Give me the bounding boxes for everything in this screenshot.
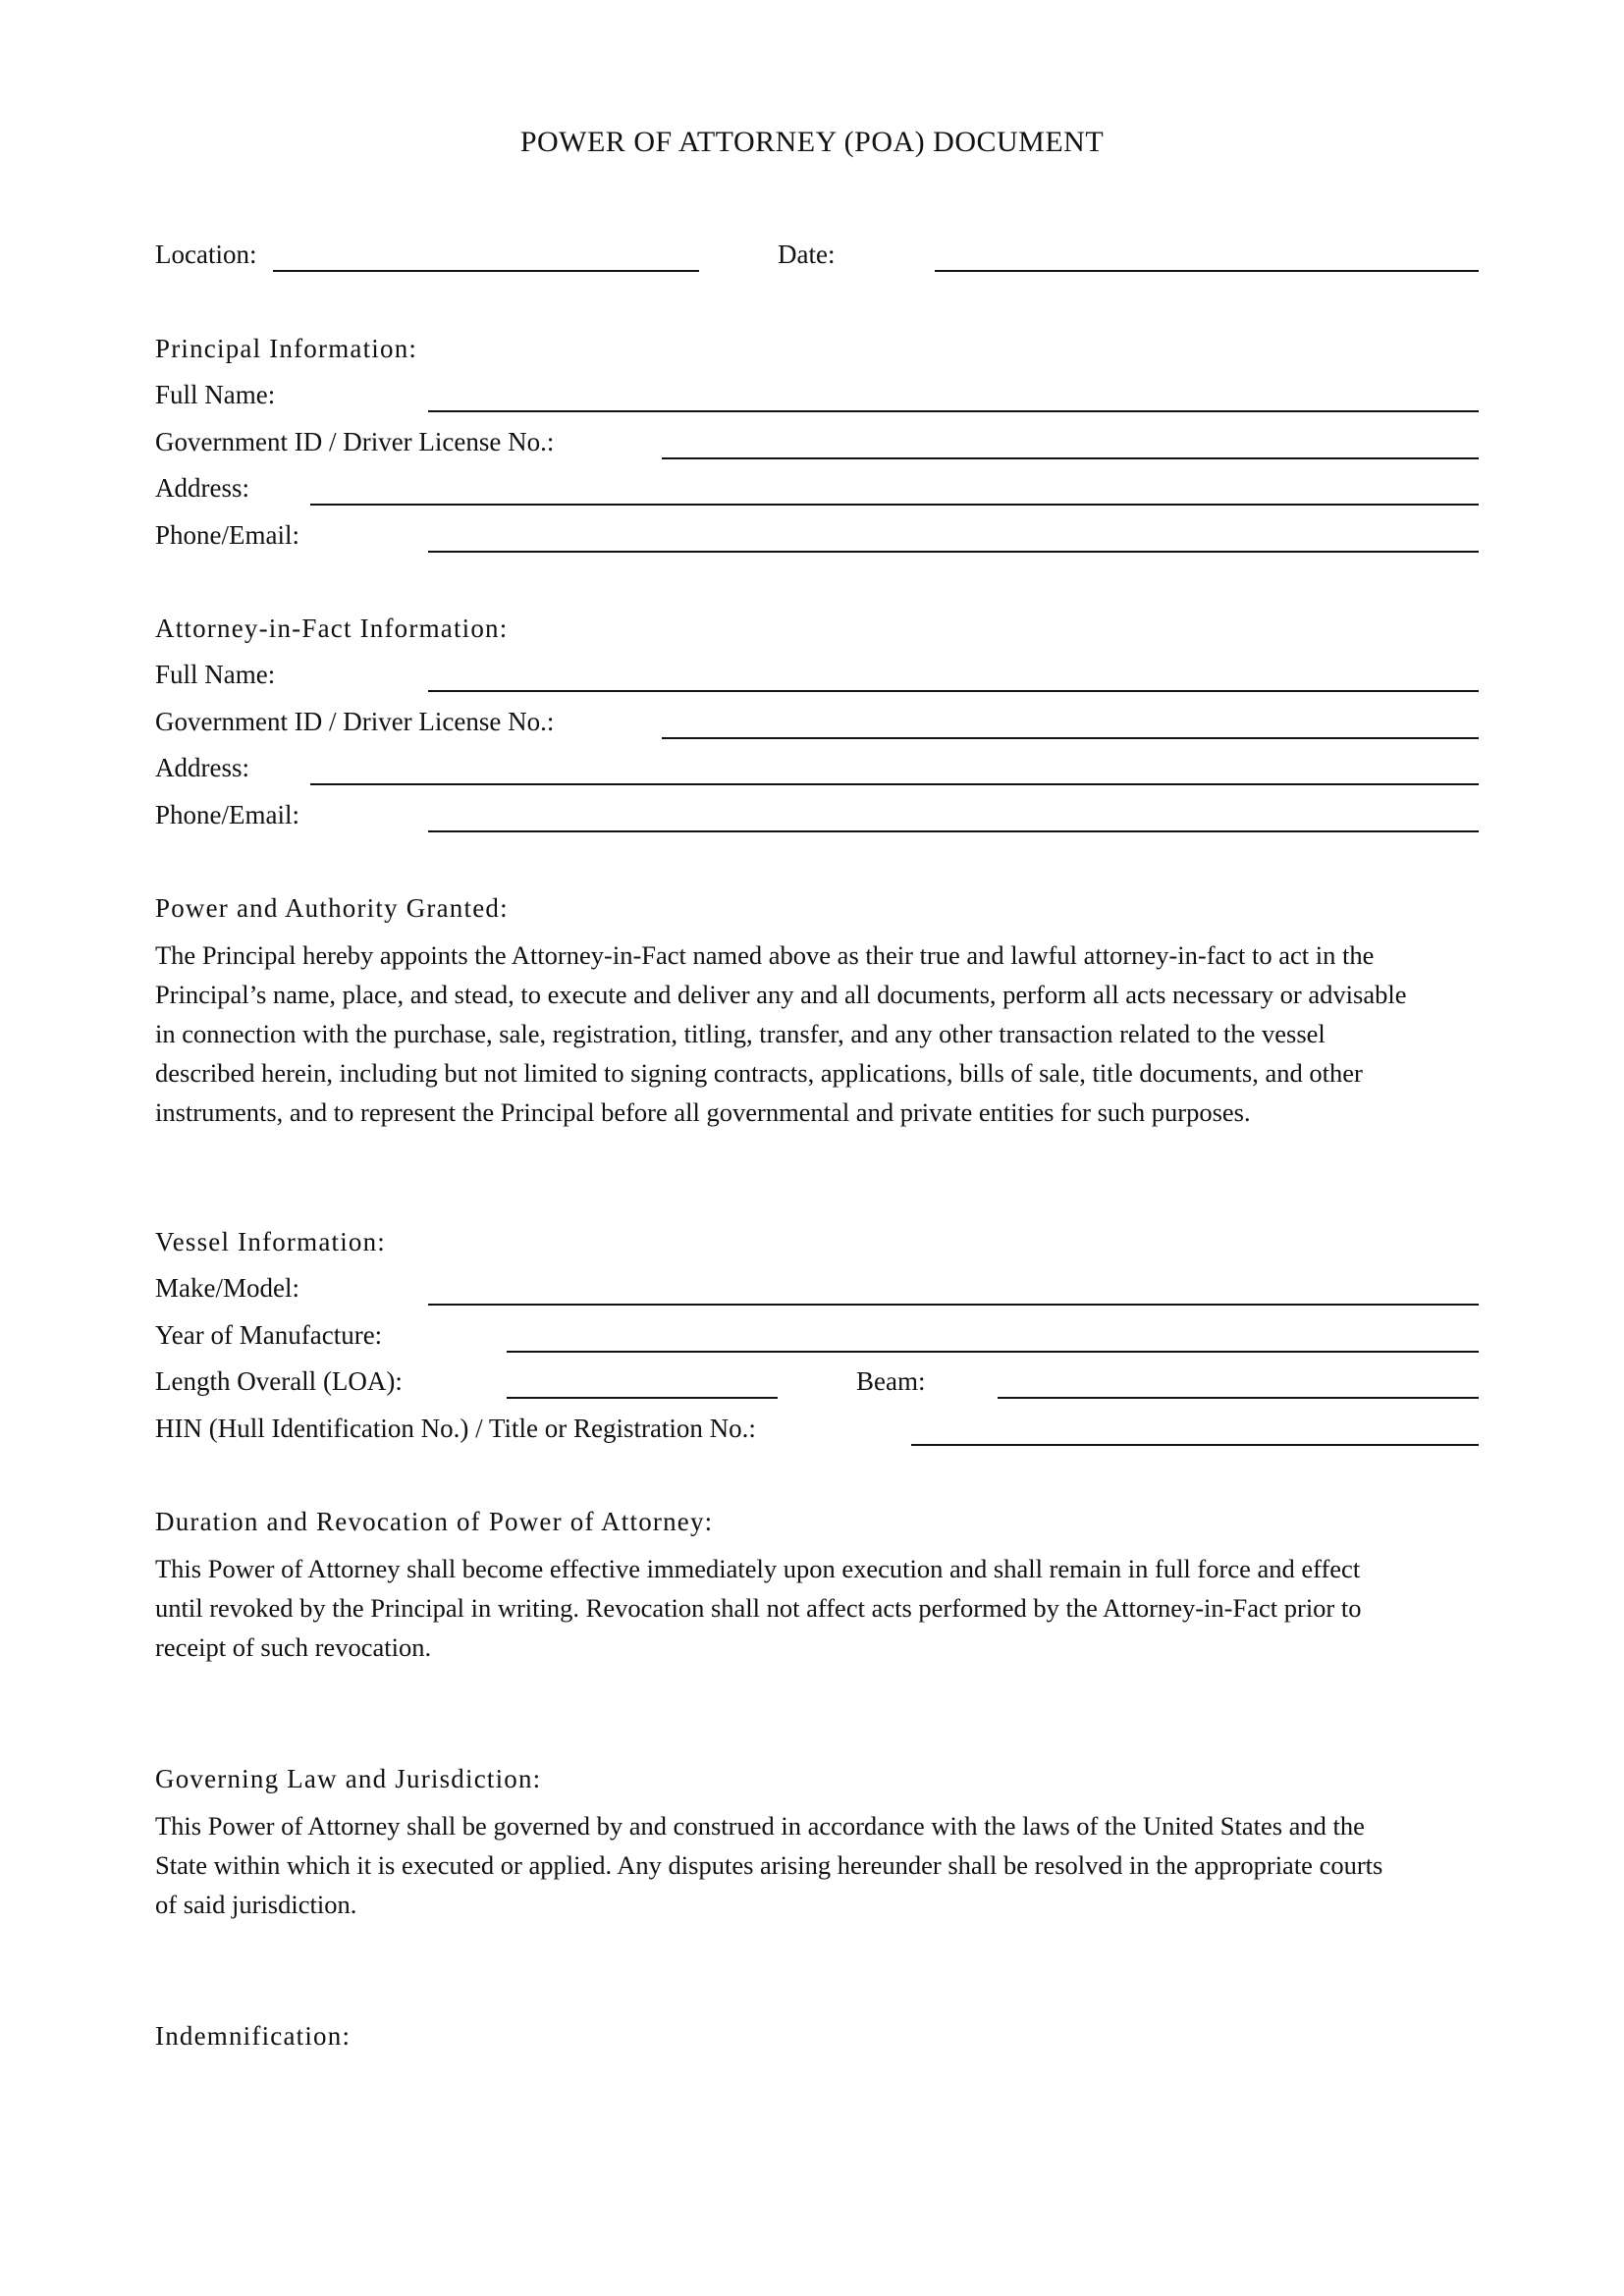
vessel-make-model-field[interactable] (428, 1304, 1479, 1306)
attorney-phone-email-label: Phone/Email: (155, 800, 299, 829)
duration-line: This Power of Attorney shall become effective immediately upon execution and shall remain in full force and effect (155, 1554, 1361, 1583)
governing-law-line: State within which it is executed or applied. Any disputes arising hereunder shall be resolved in the appropriate courts (155, 1850, 1383, 1880)
vessel-hin-field[interactable] (911, 1444, 1479, 1446)
principal-full-name-label: Full Name: (155, 380, 276, 409)
attorney-phone-email-field[interactable] (428, 830, 1479, 832)
attorney-heading: Attorney-in-Fact Information: (155, 614, 509, 643)
vessel-hin-label: HIN (Hull Identification No.) / Title or Registration No.: (155, 1414, 756, 1443)
date-field[interactable] (935, 270, 1479, 272)
governing-law-paragraph (155, 1806, 1481, 1924)
principal-gov-id-field[interactable] (662, 457, 1479, 459)
indemnification-heading: Indemnification: (155, 2021, 352, 2051)
principal-heading: Principal Information: (155, 334, 418, 363)
location-field[interactable] (273, 270, 699, 272)
duration-heading: Duration and Revocation of Power of Attorney: (155, 1507, 714, 1536)
vessel-loa-label: Length Overall (LOA): (155, 1366, 403, 1396)
vessel-year-field[interactable] (507, 1351, 1479, 1353)
duration-paragraph (155, 1549, 1481, 1667)
governing-law-heading: Governing Law and Jurisdiction: (155, 1764, 542, 1793)
vessel-make-model-label: Make/Model: (155, 1273, 299, 1303)
principal-address-label: Address: (155, 473, 249, 503)
power-heading: Power and Authority Granted: (155, 893, 509, 923)
location-label: Location: (155, 240, 257, 269)
principal-gov-id-label: Government ID / Driver License No.: (155, 427, 555, 456)
principal-phone-email-field[interactable] (428, 551, 1479, 553)
vessel-heading: Vessel Information: (155, 1227, 387, 1256)
duration-line: receipt of such revocation. (155, 1632, 432, 1662)
power-line: described herein, including but not limited to signing contracts, applications, bills of sale, title documents, and other (155, 1058, 1363, 1088)
power-paragraph (155, 935, 1481, 1132)
vessel-year-label: Year of Manufacture: (155, 1320, 383, 1350)
attorney-gov-id-label: Government ID / Driver License No.: (155, 707, 555, 736)
attorney-full-name-field[interactable] (428, 690, 1479, 692)
vessel-loa-field[interactable] (507, 1397, 778, 1399)
date-label: Date: (778, 240, 836, 269)
governing-law-line: This Power of Attorney shall be governed by and construed in accordance with the laws of the United States and the (155, 1811, 1365, 1841)
power-line: The Principal hereby appoints the Attorney-in-Fact named above as their true and lawful attorney-in-fact to act in the (155, 940, 1375, 970)
power-line: instruments, and to represent the Principal before all governmental and private entities for such purposes. (155, 1097, 1251, 1127)
attorney-gov-id-field[interactable] (662, 737, 1479, 739)
principal-address-field[interactable] (310, 504, 1479, 506)
vessel-beam-field[interactable] (998, 1397, 1479, 1399)
governing-law-line: of said jurisdiction. (155, 1890, 357, 1919)
principal-full-name-field[interactable] (428, 410, 1479, 412)
principal-phone-email-label: Phone/Email: (155, 520, 299, 550)
power-line: in connection with the purchase, sale, registration, titling, transfer, and any other transaction related to the vessel (155, 1019, 1326, 1048)
vessel-beam-label: Beam: (856, 1366, 926, 1396)
document-title: POWER OF ATTORNEY (POA) DOCUMENT (519, 126, 1105, 158)
attorney-address-field[interactable] (310, 783, 1479, 785)
duration-line: until revoked by the Principal in writing. Revocation shall not affect acts performed by the Attorney-in-Fact prior to (155, 1593, 1362, 1623)
attorney-address-label: Address: (155, 753, 249, 782)
attorney-full-name-label: Full Name: (155, 660, 276, 689)
power-line: Principal’s name, place, and stead, to execute and deliver any and all documents, perform all acts necessary or advisable (155, 980, 1407, 1009)
